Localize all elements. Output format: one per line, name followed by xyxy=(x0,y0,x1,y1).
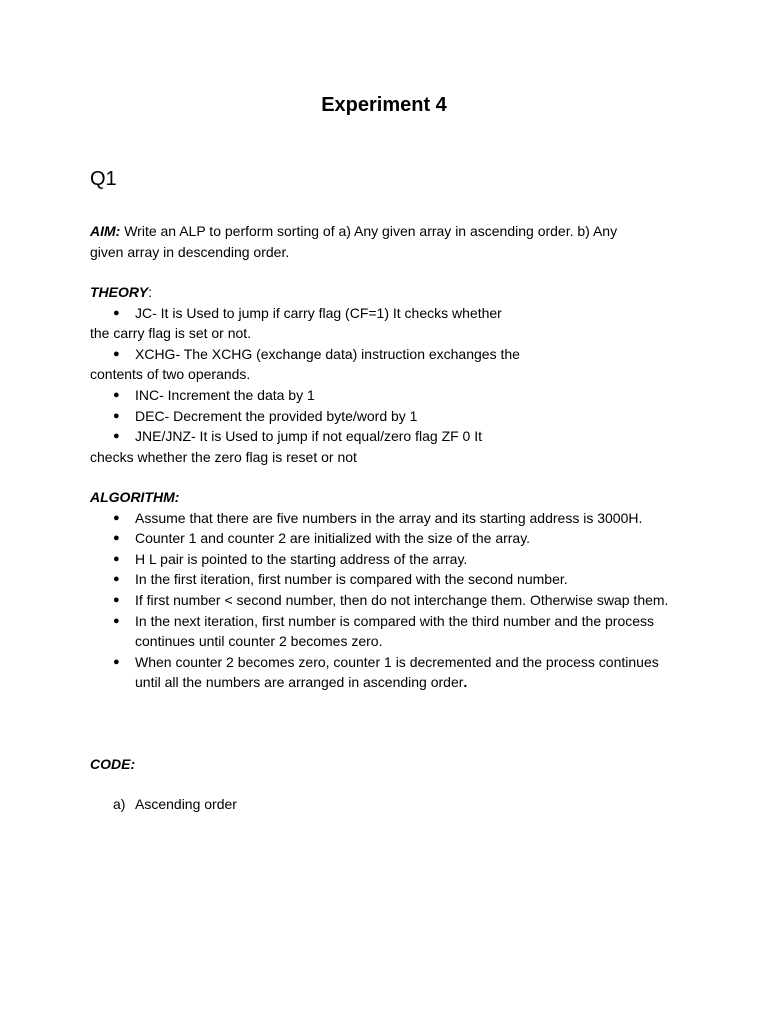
algorithm-step xyxy=(90,549,680,570)
algorithm-step-text: Counter 1 and counter 2 are initialized with the size of the array. xyxy=(135,530,531,547)
theory-item-jc xyxy=(90,303,680,324)
theory-item-text: JNE/JNZ- It is Used to jump if not equal/zero flag ZF 0 It xyxy=(135,428,483,445)
sub-item-marker: a) xyxy=(113,796,126,812)
theory-item-inc xyxy=(90,385,680,406)
code-sub-item xyxy=(113,794,237,815)
theory-item-continuation: the carry flag is set or not. xyxy=(90,325,252,342)
theory-item-text: DEC- Decrement the provided byte/word by 1 xyxy=(135,407,418,424)
algorithm-step xyxy=(90,611,680,652)
bullet-icon: ● xyxy=(113,306,120,319)
theory-item-xchg xyxy=(90,344,680,365)
bullet-icon: ● xyxy=(113,614,120,627)
algorithm-step-text: In the first iteration, first number is compared with the second number. xyxy=(135,571,568,588)
algorithm-step-text: When counter 2 becomes zero, counter 1 is decremented and the process continues until all the numbers are arranged in ascending order xyxy=(135,653,659,691)
theory-colon: : xyxy=(148,284,152,300)
page-title: Experiment 4 xyxy=(321,94,447,116)
algorithm-step xyxy=(90,508,680,529)
algorithm-label: ALGORITHM: xyxy=(90,489,180,505)
theory-item-text: INC- Increment the data by 1 xyxy=(135,386,315,403)
bullet-icon: ● xyxy=(113,347,120,360)
aim-text-1: Write an ALP to perform sorting of a) Any given array in ascending order. b) Any xyxy=(120,223,618,239)
algorithm-step xyxy=(90,590,680,611)
theory-item-dec xyxy=(90,406,680,427)
bullet-icon: ● xyxy=(113,655,120,668)
algorithm-step xyxy=(90,652,680,693)
aim-line-2: given array in descending order. xyxy=(90,243,290,260)
theory-item-continuation: contents of two operands. xyxy=(90,366,251,383)
theory-heading xyxy=(90,282,680,303)
code-label: CODE: xyxy=(90,756,136,772)
bullet-icon: ● xyxy=(113,532,120,545)
question-heading: Q1 xyxy=(90,168,117,190)
algorithm-step-text: If first number < second number, then do not interchange them. Otherwise swap them. xyxy=(135,591,669,608)
bullet-icon: ● xyxy=(113,511,120,524)
bullet-icon: ● xyxy=(113,573,120,586)
aim-label: AIM: xyxy=(90,223,121,239)
theory-section xyxy=(90,282,680,467)
aim-section xyxy=(90,221,680,262)
bullet-icon: ● xyxy=(113,430,120,443)
theory-item-text: JC- It is Used to jump if carry flag (CF=1) It checks whether xyxy=(135,304,502,321)
sub-item-text: Ascending order xyxy=(135,796,237,812)
theory-item-text: XCHG- The XCHG (exchange data) instruction exchanges the xyxy=(135,345,520,362)
code-section xyxy=(90,754,680,775)
bullet-icon: ● xyxy=(113,593,120,606)
theory-item-jne xyxy=(90,426,680,447)
algorithm-section xyxy=(90,487,680,693)
algorithm-step-text: H L pair is pointed to the starting address of the array. xyxy=(135,550,468,567)
bullet-icon: ● xyxy=(113,552,120,565)
algorithm-step-text: In the next iteration, first number is compared with the third number and the process continues until counter 2 becomes zero. xyxy=(135,612,655,650)
algorithm-step xyxy=(90,528,680,549)
bullet-icon: ● xyxy=(113,409,120,422)
bullet-icon: ● xyxy=(113,388,120,401)
theory-item-continuation: checks whether the zero flag is reset or not xyxy=(90,448,357,465)
algorithm-step-text: Assume that there are five numbers in the array and its starting address is 3000H. xyxy=(135,509,643,526)
algorithm-final-period: . xyxy=(463,674,468,691)
theory-label: THEORY xyxy=(90,284,149,300)
algorithm-step xyxy=(90,569,680,590)
aim-line-1 xyxy=(90,221,680,242)
